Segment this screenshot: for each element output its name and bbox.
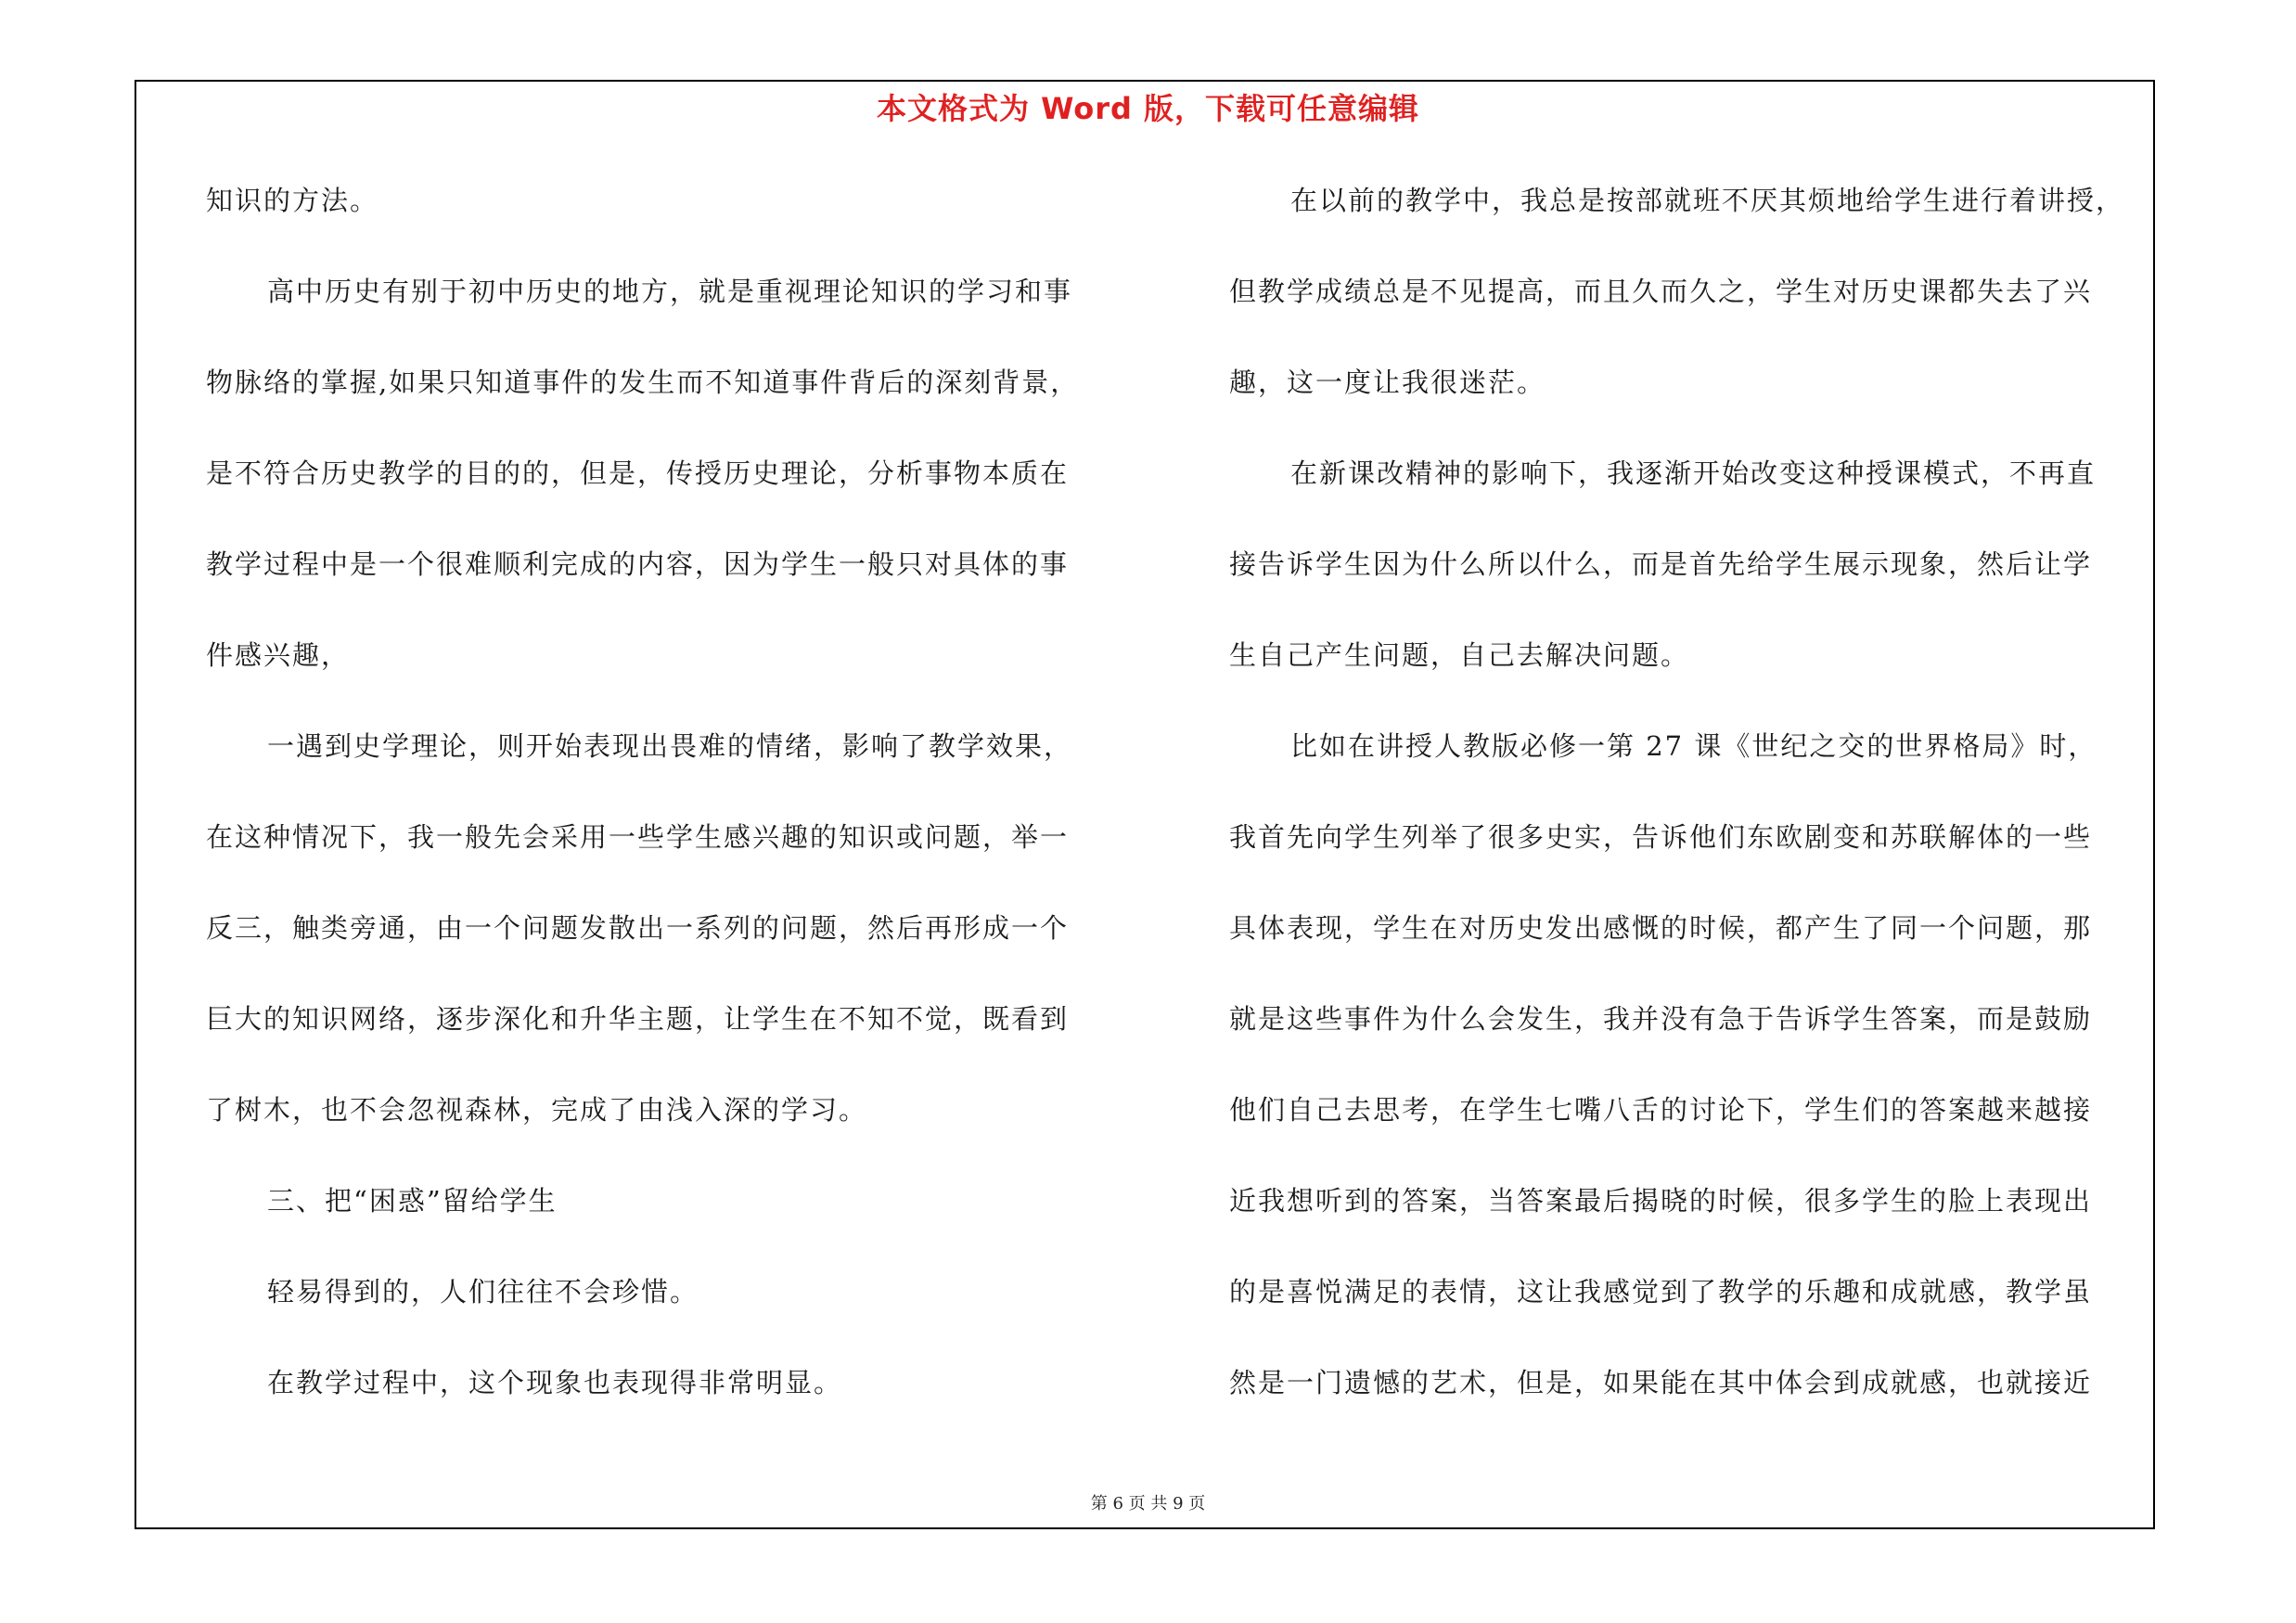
left-column: [206, 182, 1152, 1455]
header-banner: 本文格式为 Word 版，下载可任意编辑: [876, 91, 1420, 126]
text-line: 是不符合历史教学的目的的，但是，传授历史理论，分析事物本质在: [206, 457, 1070, 489]
text-line: 巨大的知识网络，逐步深化和升华主题，让学生在不知不觉，既看到: [206, 1003, 1070, 1035]
text-line: 具体表现，学生在对历史发出感慨的时候，都产生了同一个问题，那: [1229, 912, 2093, 944]
section-heading: 三、把“困惑”留给学生: [267, 1185, 558, 1217]
text-line: 知识的方法。: [206, 185, 379, 216]
text-line: 了树木，也不会忽视森林，完成了由浅入深的学习。: [206, 1094, 868, 1126]
text-line: 物脉络的掌握,如果只知道事件的发生而不知道事件背后的深刻背景，: [206, 367, 1080, 398]
text-line: 比如在讲授人教版必修一第 27 课《世纪之交的世界格局》时，: [1290, 730, 2097, 762]
text-line: 的是喜悦满足的表情，这让我感觉到了教学的乐趣和成就感，教学虽: [1229, 1276, 2093, 1307]
text-line: 我首先向学生列举了很多史实，告诉他们东欧剧变和苏联解体的一些: [1229, 821, 2093, 853]
text-line: 在新课改精神的影响下，我逐渐开始改变这种授课模式，不再直: [1290, 457, 2097, 489]
text-line: 在教学过程中，这个现象也表现得非常明显。: [267, 1367, 843, 1398]
text-line: 然是一门遗憾的艺术，但是，如果能在其中体会到成就感，也就接近: [1229, 1367, 2093, 1398]
text-line: 就是这些事件为什么会发生，我并没有急于告诉学生答案，而是鼓励: [1229, 1003, 2093, 1035]
text-line: 接告诉学生因为什么所以什么，而是首先给学生展示现象，然后让学: [1229, 548, 2093, 580]
text-line: 趣，这一度让我很迷茫。: [1229, 367, 1546, 398]
text-line: 他们自己去思考，在学生七嘴八舌的讨论下，学生们的答案越来越接: [1229, 1094, 2093, 1126]
page-number: 第 6 页 共 9 页: [1090, 1494, 1206, 1514]
text-line: 一遇到史学理论，则开始表现出畏难的情绪，影响了教学效果，: [267, 730, 1073, 762]
text-line: 反三，触类旁通，由一个问题发散出一系列的问题，然后再形成一个: [206, 912, 1070, 944]
text-line: 但教学成绩总是不见提高，而且久而久之，学生对历史课都失去了兴: [1229, 276, 2093, 307]
text-line: 生自己产生问题，自己去解决问题。: [1229, 639, 1690, 671]
text-line: 在这种情况下，我一般先会采用一些学生感兴趣的知识或问题，举一: [206, 821, 1070, 853]
text-line: 高中历史有别于初中历史的地方，就是重视理论知识的学习和事: [267, 276, 1073, 307]
text-line: 在以前的教学中，我总是按部就班不厌其烦地给学生进行着讲授，: [1290, 185, 2125, 216]
text-line: 教学过程中是一个很难顺利完成的内容，因为学生一般只对具体的事: [206, 548, 1070, 580]
text-line: 轻易得到的，人们往往不会珍惜。: [267, 1276, 699, 1307]
text-line: 近我想听到的答案，当答案最后揭晓的时候，很多学生的脸上表现出: [1229, 1185, 2093, 1217]
right-column: [1229, 182, 2175, 1455]
text-line: 件感兴趣，: [206, 639, 351, 671]
